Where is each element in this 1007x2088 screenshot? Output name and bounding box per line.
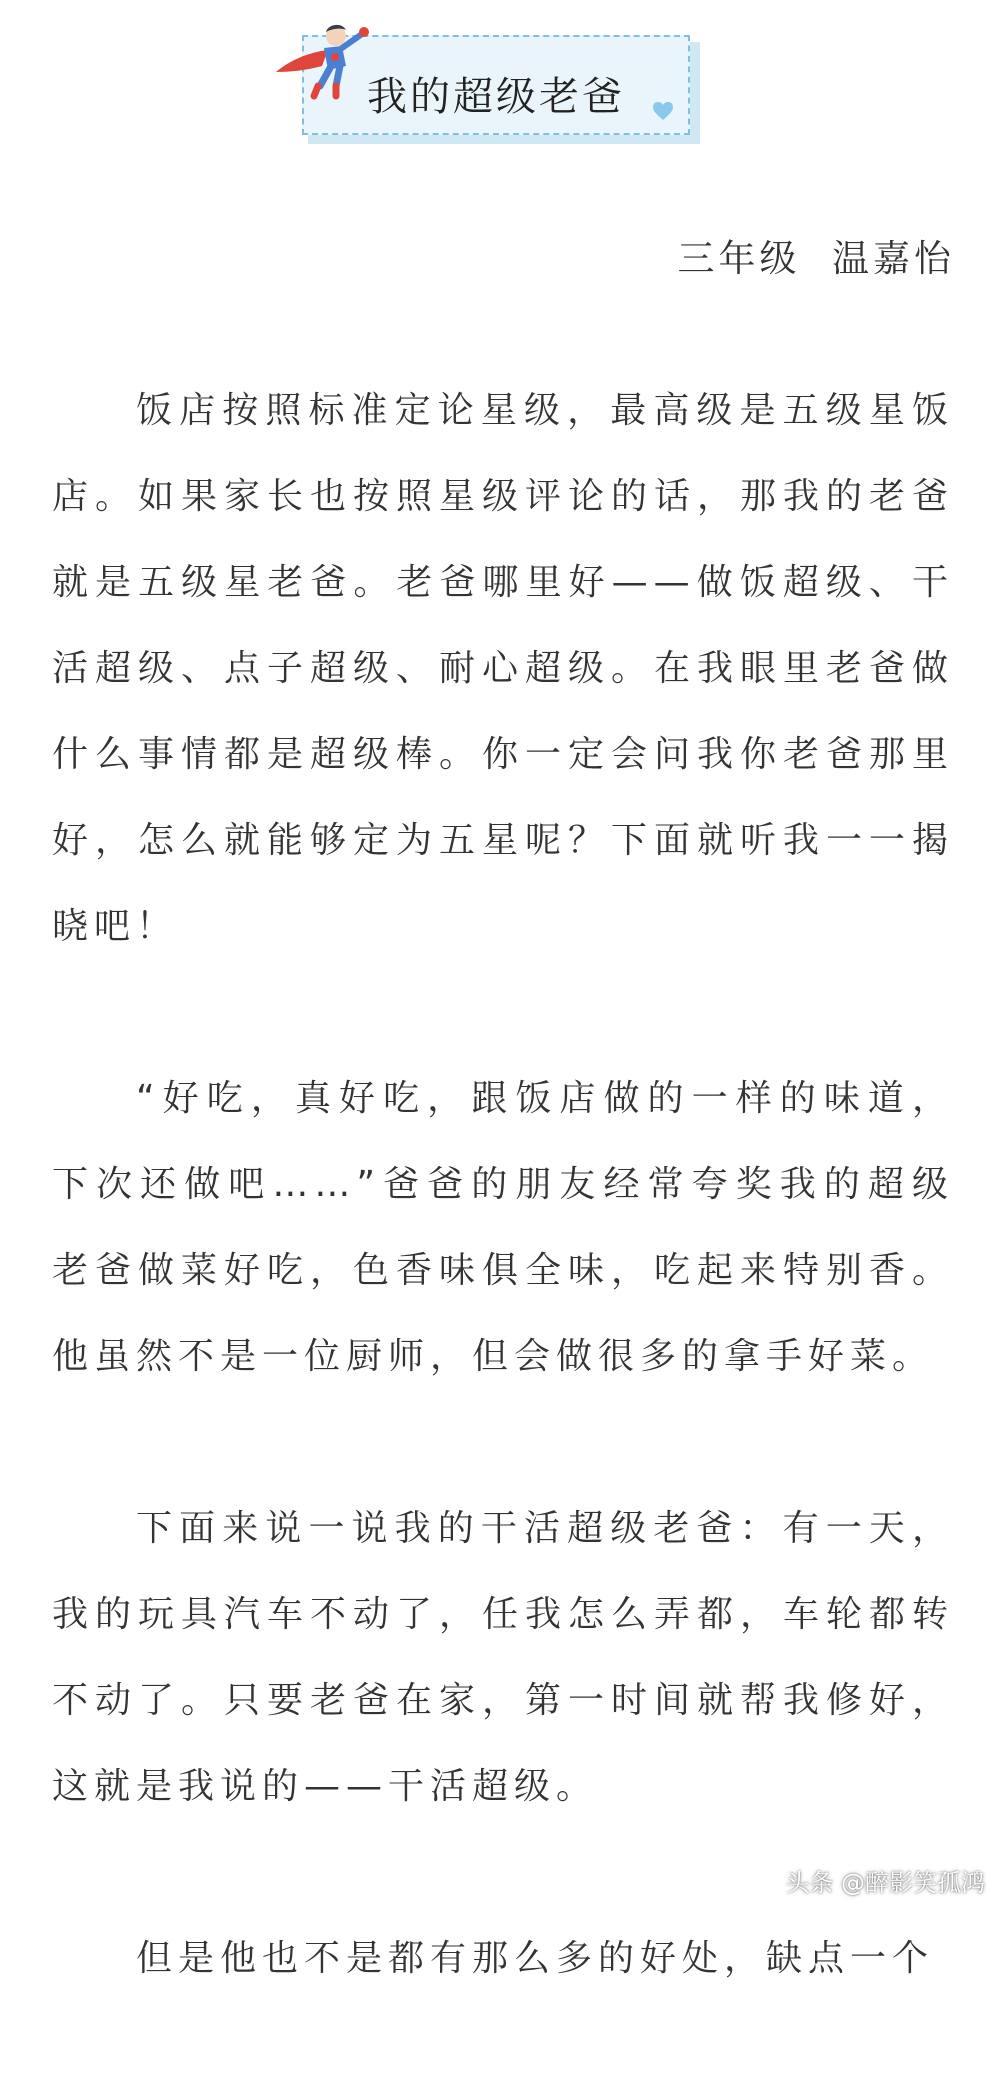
paragraph-3: 下面来说一说我的干活超级老爸：有一天，我的玩具汽车不动了，任我怎么弄都，车轮都转不动了。只要老爸在家，第一时间就帮我修好，这就是我说的——干活超级。: [52, 1508, 954, 1807]
paragraph-1: 饭店按照标准定论星级，最高级是五级星饭店。如果家长也按照星级评论的话，那我的老爸就是五级星老爸。老爸哪里好——做饭超级、干活超级、点子超级、耐心超级。在我眼里老爸做什么事情都是超级棒。你一定会问我你老爸那里好，怎么就能够定为五星呢？下面就听我一一揭晓吧！: [52, 390, 954, 947]
paragraph-4: 但是他也不是都有那么多的好处，缺点一个: [136, 1938, 935, 1979]
article-body: [52, 368, 954, 2088]
author-line: 三年级 温嘉怡: [677, 237, 955, 280]
title-banner: [270, 20, 710, 155]
paragraph-2: “好吃，真好吃，跟饭店做的一样的味道，下次还做吧……”爸爸的朋友经常夸奖我的超级老爸做菜好吃，色香味俱全味，吃起来特别香。他虽然不是一位厨师，但会做很多的拿手好菜。: [52, 1078, 954, 1377]
watermark: 头条 @醉影笑孤鸿: [785, 1869, 985, 1897]
superhero-icon: [270, 20, 380, 102]
heart-icon: [652, 101, 674, 121]
page-title: 我的超级老爸: [367, 74, 625, 120]
